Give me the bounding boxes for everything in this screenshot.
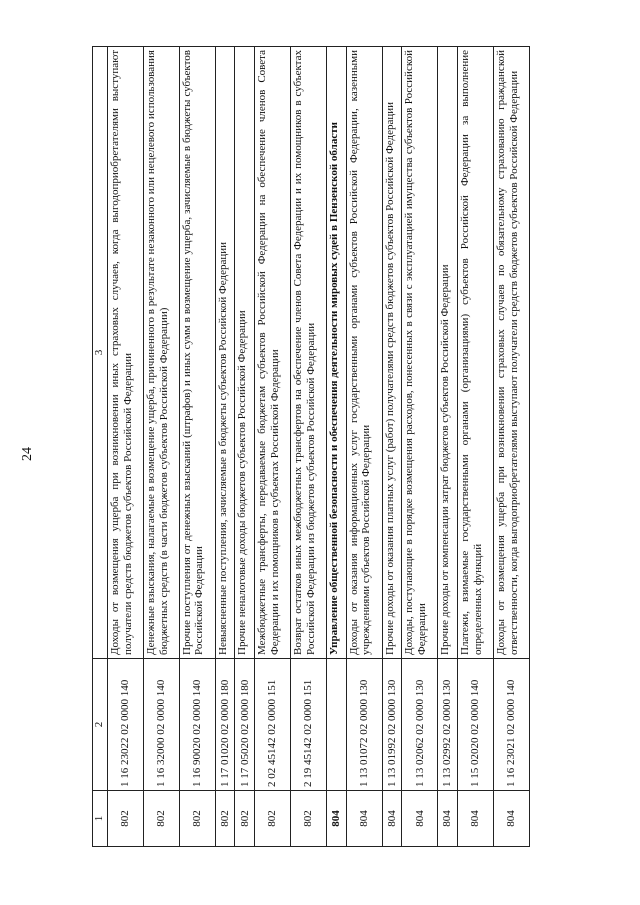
budget-code-cell: 2 02 45142 02 0000 151: [255, 659, 291, 791]
table-row: [402, 47, 438, 847]
table-row: [215, 47, 235, 847]
table-row: [108, 47, 144, 847]
rotated-table-wrapper: [92, 47, 530, 847]
budget-code-cell: 2 19 45142 02 0000 151: [291, 659, 327, 791]
revenue-name-cell: Прочие поступления от денежных взысканий (штрафов) и иных сумм в возмещение ущерба, зачисляемые в бюджеты субъектов Российской Федерации: [179, 47, 215, 659]
revenue-name-cell: Прочие доходы от оказания платных услуг (работ) получателями средств бюджетов субъектов Российской Федерации: [382, 47, 402, 659]
revenue-name-cell: Доходы от возмещения ущерба при возникновении иных страховых случаев, когда выгодоприобретателями выступают получатели средств бюджетов субъектов Российской Федерации: [108, 47, 144, 659]
admin-code-cell: 804: [402, 791, 438, 847]
header-col-1: 1: [93, 791, 108, 847]
header-col-3: 3: [93, 47, 108, 659]
admin-code-cell: 802: [235, 791, 255, 847]
budget-code-cell: 1 13 02062 02 0000 130: [402, 659, 438, 791]
revenue-name-cell: Невыясненные поступления, зачисляемые в бюджеты субъектов Российской Федерации: [215, 47, 235, 659]
table-row: [235, 47, 255, 847]
admin-code-cell: 804: [382, 791, 402, 847]
admin-code-cell: 804: [438, 791, 458, 847]
budget-code-cell: 1 17 05020 02 0000 180: [235, 659, 255, 791]
admin-code-cell: 804: [326, 791, 346, 847]
budget-code-cell: 1 16 23021 02 0000 140: [494, 659, 530, 791]
revenue-name-cell: Денежные взыскания, налагаемые в возмещение ущерба, причиненного в результате незаконного или нецелевого использования бюджетных средств (в части бюджетов субъектов Российской Федерации): [143, 47, 179, 659]
page-number: 24: [20, 447, 35, 461]
table-row: [346, 47, 382, 847]
revenue-name-cell: Доходы от возмещения ущерба при возникновении страховых случаев по обязательному страхованию гражданской ответственности, когда выгодоприобретателями выступают получатели средств бюджетов субъектов Российской Федерации: [494, 47, 530, 659]
admin-code-cell: 802: [143, 791, 179, 847]
table-row: [382, 47, 402, 847]
table-row: [255, 47, 291, 847]
table-row: [438, 47, 458, 847]
admin-code-cell: 802: [179, 791, 215, 847]
table-row: [179, 47, 215, 847]
table-row: [458, 47, 494, 847]
table-row: [494, 47, 530, 847]
budget-code-cell: 1 16 90020 02 0000 140: [179, 659, 215, 791]
budget-code-cell: 1 15 02020 02 0000 140: [458, 659, 494, 791]
administrator-name-cell: Управление общественной безопасности и обеспечения деятельности мировых судей в Пензенской области: [326, 47, 346, 659]
budget-code-cell: [326, 659, 346, 791]
budget-code-cell: 1 13 01992 02 0000 130: [382, 659, 402, 791]
revenue-name-cell: Прочие доходы от компенсации затрат бюджетов субъектов Российской Федерации: [438, 47, 458, 659]
budget-code-cell: 1 16 23022 02 0000 140: [108, 659, 144, 791]
budget-code-cell: 1 13 01072 02 0000 130: [346, 659, 382, 791]
revenue-name-cell: Доходы, поступающие в порядке возмещения расходов, понесенных в связи с эксплуатацией имущества субъектов Российской Федерации: [402, 47, 438, 659]
admin-code-cell: 802: [108, 791, 144, 847]
admin-code-cell: 804: [494, 791, 530, 847]
revenue-name-cell: Доходы от оказания информационных услуг государственными органами субъектов Российской Федерации, казенными учреждениями субъектов Российской Федерации: [346, 47, 382, 659]
admin-code-cell: 802: [255, 791, 291, 847]
table-stage: [92, 47, 530, 847]
admin-code-cell: 804: [458, 791, 494, 847]
revenue-name-cell: Межбюджетные трансферты, передаваемые бюджетам субъектов Российской Федерации на обеспечение членов Совета Федерации и их помощников в субъектах Российской Федерации: [255, 47, 291, 659]
budget-code-cell: 1 16 32000 02 0000 140: [143, 659, 179, 791]
revenue-name-cell: Возврат остатков иных межбюджетных трансфертов на обеспечение членов Совета Федерации и их помощников в субъектах Российской Федерации из бюджетов субъектов Российской Федерации: [291, 47, 327, 659]
budget-code-cell: 1 17 01020 02 0000 180: [215, 659, 235, 791]
table-row: [291, 47, 327, 847]
admin-code-cell: 802: [215, 791, 235, 847]
revenue-name-cell: Прочие неналоговые доходы бюджетов субъектов Российской Федерации: [235, 47, 255, 659]
admin-code-cell: 802: [291, 791, 327, 847]
table-row: [143, 47, 179, 847]
budget-code-cell: 1 13 02992 02 0000 130: [438, 659, 458, 791]
table-header-row: [93, 47, 108, 847]
revenue-codes-table: [92, 46, 530, 847]
revenue-name-cell: Платежи, взимаемые государственными органами (организациями) субъектов Российской Федерации за выполнение определенных функций: [458, 47, 494, 659]
section-heading-row: [326, 47, 346, 847]
admin-code-cell: 804: [346, 791, 382, 847]
header-col-2: 2: [93, 659, 108, 791]
